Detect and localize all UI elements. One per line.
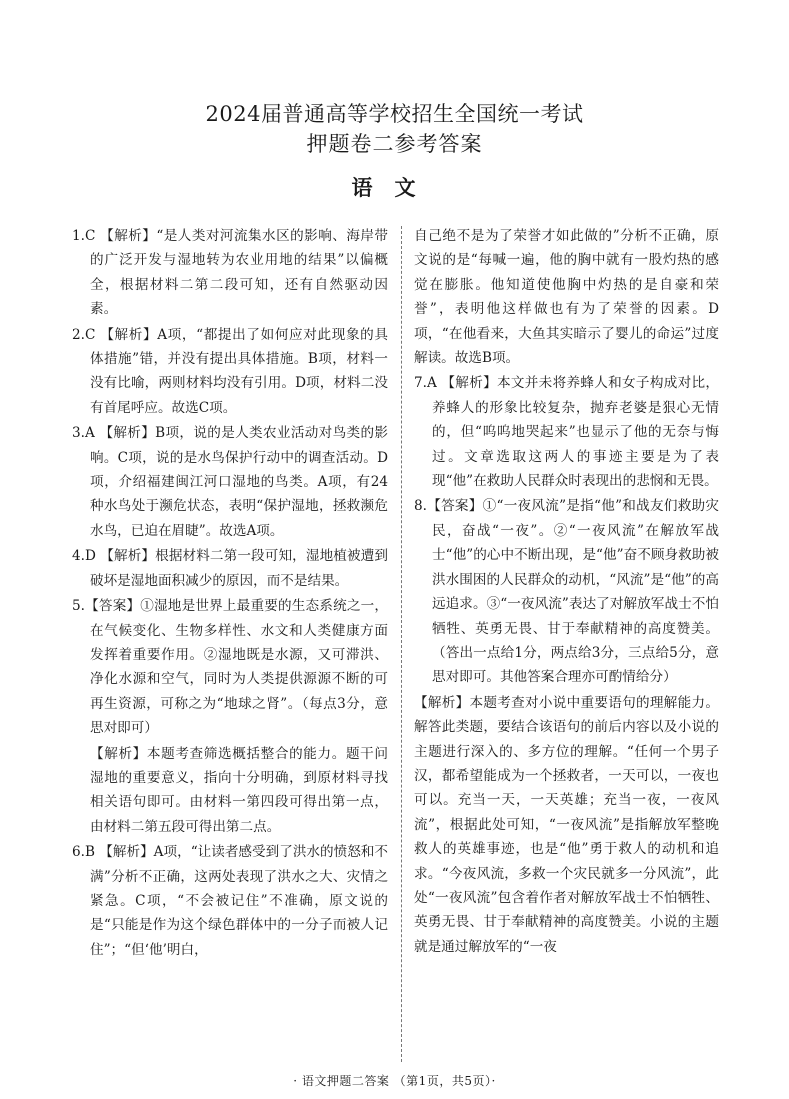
analysis-q8: 【解析】本题考查对小说中重要语句的理解能力。解答此类题，要结合该语句的前后内容以及小说的主题进行深入的、多方位的理解。“任何一个男子汉，都希望能成为一个拯救者，一天可以，一夜也可以。充当一天，一天英雄；充当一夜，一夜风流”，根据此处可知，“一夜风流”是指解放军整晚救人的英雄事迹，也是“他”勇于救人的动机和追求。“今夜风流，多救一个灾民就多一分风流”，此处“一夜风流”包含着作者对解放军战士不怕牺牲、英勇无畏、甘于奉献精神的高度赞美。小说的主题就是通过解放军的“一夜 [414, 694, 719, 955]
answer-q3: 3.A 【解析】B项，说的是人类农业活动对鸟类的影响。C项，说的是水鸟保护行动中的调查活动。D项，介绍福建闽江河口湿地的鸟类。A项，有24种水鸟处于濒危状态，表明“保护湿地，拯救濒危水鸟，已迫在眉睫”。故选A项。 [72, 425, 388, 539]
answer-q7: 7.A 【解析】本文并未将养蜂人和女子构成对比，养蜂人的形象比较复杂，抛弃老婆是狠心无情的，但“呜呜地哭起来”也显示了他的无奈与悔过。文章选取这两人的事迹主要是为了表现“他”在救助人民群众时表现出的悲悯和无畏。 [414, 375, 719, 490]
right-column [414, 224, 719, 960]
answer-q1: 1.C 【解析】“是人类对河流集水区的影响、海岸带的广泛开发与湿地转为农业用地的结果”以偏概全，根据材料二第二段可知，还有自然驱动因素。 [72, 228, 388, 318]
analysis-q5: 【解析】本题考查筛选概括整合的能力。题干问湿地的重要意义，指向十分明确，到原材料寻找相关语句即可。由材料一第四段可得出第一点，由材料二第五段可得出第二点。 [90, 745, 388, 835]
answer-q6-continued: 自己绝不是为了荣誉才如此做的”分析不正确，原文说的是“每喊一遍，他的胸中就有一股灼热的感觉在膨胀。他知道使他胸中灼热的是自豪和荣誉”，表明他这样做也有为了荣誉的因素。D项，“在他看来，大鱼其实暗示了婴儿的命运”过度解读。故选B项。 [414, 228, 719, 367]
subject-heading: 语文 [351, 175, 438, 200]
answer-q8: 8.【答案】①“一夜风流”是指“他”和战友们救助灾民，奋战“一夜”。②“一夜风流”在解放军战士“他”的心中不断出现，是“他”奋不顾身救助被洪水围困的人民群众的动机，“风流”是“他”的高远追求。③“一夜风流”表达了对解放军战士不怕牺牲、英勇无畏、甘于奉献精神的高度赞美。（答出一点给1分，两点给3分，三点给5分，意思对即可。其他答案合理亦可酌情给分） [414, 498, 719, 686]
page-footer: · 语文押题二答案 （第1页，共5页）· [293, 1074, 496, 1088]
column-divider [401, 226, 402, 1062]
answer-q4: 4.D 【解析】根据材料二第一段可知，湿地植被遭到破坏是湿地面积减少的原因，而不是结果。 [72, 548, 388, 589]
answer-q5: 5.【答案】①湿地是世界上最重要的生态系统之一，在气候变化、生物多样性、水文和人类健康方面发挥着重要作用。②湿地既是水源，又可滞洪、净化水源和空气，同时为人类提供源源不断的可再生资源，可称之为“地球之肾”。（每点3分，意思对即可） [72, 598, 388, 737]
answer-key-title: 押题卷二参考答案 [306, 132, 483, 156]
answer-q2: 2.C 【解析】A项，“都提出了如何应对此现象的具体措施”错，并没有提出具体措施。B项，材料一没有比喻，两则材料均没有引用。D项，材料二没有首尾呼应。故选C项。 [72, 326, 388, 416]
left-column [72, 224, 388, 963]
exam-title: 2024届普通高等学校招生全国统一考试 [205, 102, 584, 126]
answer-q6: 6.B 【解析】A项，“让读者感受到了洪水的愤怒和不满”分析不正确，这两处表现了洪水之大、灾情之紧急。C项，“不会被记住”不准确，原文说的是“只能是作为这个绿色群体中的一分子而被人记住”；“但‘他’明白， [72, 844, 388, 958]
